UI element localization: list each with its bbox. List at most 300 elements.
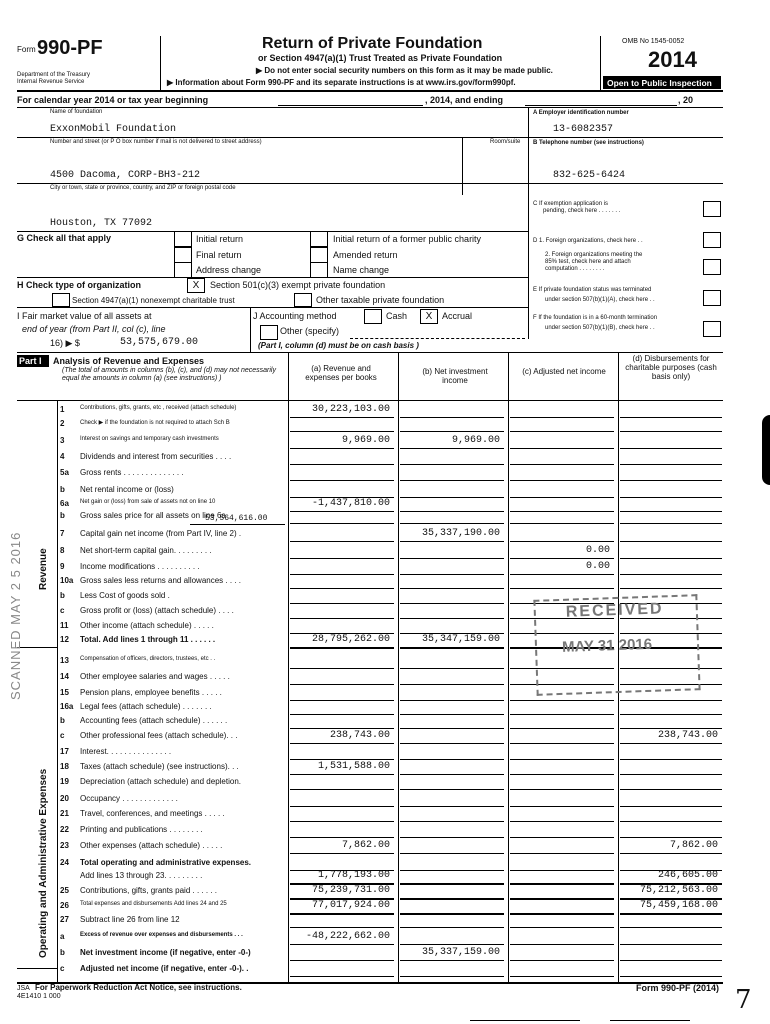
cell-underline: [620, 774, 722, 775]
omb-number: OMB No 1545-0052: [622, 38, 685, 45]
cell-underline: [620, 497, 722, 498]
line-label: Printing and publications . . . . . . . .: [80, 825, 203, 834]
cell-underline: [290, 558, 394, 559]
checkbox-d1[interactable]: [703, 232, 721, 248]
cell-underline: [400, 976, 504, 977]
received-stamp: [533, 594, 700, 696]
cell-underline: [290, 853, 394, 854]
checkbox-501c3[interactable]: X: [187, 278, 205, 293]
dept-line1: Department of the Treasury: [17, 72, 91, 78]
cell-underline: [620, 728, 722, 729]
checkbox-f[interactable]: [703, 321, 721, 337]
cell-underline: [510, 417, 614, 418]
cell-underline: [400, 853, 504, 854]
cell-col-d[interactable]: 246,605.00: [657, 870, 718, 881]
col-a-header: (a) Revenue and expenses per books: [305, 364, 377, 382]
received-stamp-text: RECEIVED: [565, 600, 664, 621]
d2-label3: computation . . . . . . . .: [545, 266, 605, 272]
paperwork-notice: For Paperwork Reduction Act Notice, see instructions.: [35, 983, 242, 992]
cell-underline: [510, 700, 614, 701]
checkbox-address-change[interactable]: [174, 262, 192, 278]
cell-underline: [290, 668, 394, 669]
d1-label: D 1. Foreign organizations, check here . .: [533, 238, 643, 244]
calendar-year-mid: , 2014, and ending: [425, 95, 504, 105]
cell-col-c[interactable]: 0.00: [585, 545, 610, 556]
cell-underline: [510, 944, 614, 945]
name-change-label: Name change: [333, 265, 390, 275]
room-label: Room/suite: [490, 139, 521, 145]
cell-underline: [620, 574, 722, 575]
cell-col-d[interactable]: 238,743.00: [657, 730, 718, 741]
cell-underline: [400, 789, 504, 790]
cell-underline: [400, 806, 504, 807]
cell-underline: [620, 837, 722, 838]
line-label: Total operating and administrative expenses.: [80, 858, 252, 867]
initial-former-label: Initial return of a former public charity: [333, 234, 482, 244]
column-divider: [508, 400, 509, 982]
cell-underline: [510, 497, 614, 498]
checkbox-cash[interactable]: [364, 309, 382, 324]
line-number: 10a: [60, 576, 74, 585]
side-label-expenses: Operating and Administrative Expenses: [38, 768, 49, 958]
line6b-value[interactable]: 53,564,616.00: [205, 514, 268, 523]
line-number: 1: [60, 405, 65, 414]
cell-col-a[interactable]: 9,969.00: [341, 435, 390, 446]
cell-underline: [290, 588, 394, 589]
cell-underline: [400, 647, 504, 649]
cell-underline: [290, 684, 394, 685]
line-label: Gross profit or (loss) (attach schedule) . . . .: [80, 606, 234, 615]
cell-underline: [400, 464, 504, 465]
line-label: Subtract line 26 from line 12: [80, 915, 180, 924]
cell-underline: [400, 668, 504, 669]
cell-underline: [620, 789, 722, 790]
line-label: Accounting fees (attach schedule) . . . . . .: [80, 716, 228, 725]
line-number: 4: [60, 452, 65, 461]
cell-col-a[interactable]: -1,437,810.00: [311, 498, 390, 509]
cell-underline: [290, 523, 394, 524]
line-label: Excess of revenue over expenses and disbursements . . .: [80, 932, 243, 938]
line-number: 12: [60, 635, 69, 644]
cell-underline: [290, 511, 394, 512]
f-label1: F If the foundation is in a 60-month termination: [533, 315, 658, 321]
cell-underline: [290, 913, 394, 915]
cell-underline: [510, 714, 614, 715]
line-number: c: [60, 964, 65, 973]
line-label: Other employee salaries and wages . . . . .: [80, 672, 230, 681]
jsa-code: 4E1410 1 000: [17, 993, 61, 1000]
cell-underline: [290, 647, 394, 649]
binder-mark: [762, 415, 770, 485]
cell-underline: [620, 927, 722, 928]
cell-underline: [620, 480, 722, 481]
cell-underline: [510, 511, 614, 512]
column-divider: [288, 400, 289, 982]
cell-col-a[interactable]: 1,778,193.00: [317, 870, 390, 881]
checkbox-initial-return[interactable]: [174, 231, 192, 247]
d2-label1: 2. Foreign organizations meeting the: [545, 252, 643, 258]
line-label: Taxes (attach schedule) (see instructions). . .: [80, 762, 239, 771]
line-number: 15: [60, 688, 69, 697]
ein-value[interactable]: 13-6082357: [553, 124, 614, 135]
line-label: Compensation of officers, directors, trustees, etc . .: [80, 656, 216, 662]
phone-label: B Telephone number (see instructions): [533, 140, 644, 146]
cell-underline: [510, 728, 614, 729]
h-opt2-label: Section 4947(a)(1) nonexempt charitable trust: [72, 296, 235, 305]
cell-col-a[interactable]: 75,239,731.00: [311, 885, 390, 896]
cell-underline: [290, 480, 394, 481]
cell-underline: [510, 480, 614, 481]
initial-return-label: Initial return: [196, 234, 244, 244]
line-label: Dividends and interest from securities . . . .: [80, 452, 232, 461]
cell-underline: [290, 728, 394, 729]
street-address[interactable]: 4500 Dacoma, CORP-BH3-212: [50, 170, 201, 181]
cell-col-b[interactable]: 35,347,159.00: [421, 634, 500, 645]
col-d-header: (d) Disbursements for charitable purposes (cash basis only): [625, 354, 717, 381]
cell-col-d[interactable]: 75,459,168.00: [639, 900, 718, 911]
e-label2: under section 507(b)(1)(A), check here . .: [545, 297, 655, 303]
line-number: 22: [60, 825, 69, 834]
line-label: Travel, conferences, and meetings . . . . .: [80, 809, 225, 818]
notice-info: ▶ Information about Form 990-PF and its separate instructions is at www.irs.gov/form990pf.: [167, 78, 516, 87]
line-number: b: [60, 716, 65, 725]
address-label: Number and street (or P O box number if mail is not delivered to street address): [50, 139, 262, 145]
cell-underline: [620, 913, 722, 915]
line-number: c: [60, 606, 65, 615]
line-number: 21: [60, 809, 69, 818]
cell-underline: [620, 960, 722, 961]
cell-underline: [510, 774, 614, 775]
line-label: Other income (attach schedule) . . . . .: [80, 621, 214, 630]
tax-year: 2014: [648, 47, 697, 72]
col-b-header: (b) Net investment income: [422, 367, 488, 385]
checkbox-name-change[interactable]: [310, 262, 328, 278]
cell-underline: [400, 497, 504, 498]
calendar-year-end: , 20: [678, 95, 694, 105]
cell-underline: [510, 870, 614, 871]
form-subtitle: or Section 4947(a)(1) Trust Treated as Private Foundation: [258, 53, 503, 63]
cell-underline: [290, 700, 394, 701]
footer-form-id: Form 990-PF (2014): [636, 983, 720, 993]
line-number: 6a: [60, 499, 69, 508]
line-number: b: [60, 948, 65, 957]
line-number: 27: [60, 915, 69, 924]
scanned-stamp: SCANNED MAY 2 5 2016: [8, 531, 23, 700]
line-number: a: [60, 932, 65, 941]
cell-underline: [290, 759, 394, 760]
line-number: c: [60, 731, 65, 740]
cell-underline: [290, 448, 394, 449]
c-label1: C If exemption application is: [533, 201, 609, 207]
side-label-revenue: Revenue: [38, 548, 49, 590]
cell-underline: [400, 523, 504, 524]
line-label: Gross sales price for all assets on line 6a: [80, 511, 226, 520]
line-number: 17: [60, 747, 69, 756]
line-label: Income modifications . . . . . . . . . .: [80, 562, 200, 571]
dept-line2: Internal Revenue Service: [17, 79, 85, 85]
line-number: 26: [60, 901, 69, 910]
cell-underline: [510, 789, 614, 790]
line-label: Interest on savings and temporary cash investments: [80, 436, 219, 442]
cell-underline: [400, 541, 504, 542]
cell-underline: [510, 806, 614, 807]
j-label: J Accounting method: [253, 311, 337, 321]
checkbox-amended[interactable]: [310, 247, 328, 263]
line-label: Capital gain net income (from Part IV, line 2) .: [80, 529, 242, 538]
cell-underline: [620, 511, 722, 512]
cell-underline: [400, 511, 504, 512]
line-number: 13: [60, 656, 69, 665]
line-label: Less Cost of goods sold .: [80, 591, 170, 600]
cell-underline: [290, 944, 394, 945]
cell-col-d[interactable]: 7,862.00: [669, 840, 718, 851]
cell-underline: [400, 417, 504, 418]
line-label: Other professional fees (attach schedule). . .: [80, 731, 238, 740]
cell-underline: [290, 821, 394, 822]
cell-underline: [400, 759, 504, 760]
line-label: Check ▶ if the foundation is not required to attach Sch B: [80, 420, 230, 426]
cell-underline: [290, 743, 394, 744]
cell-underline: [510, 927, 614, 928]
cell-underline: [400, 700, 504, 701]
cell-underline: [510, 883, 614, 885]
c-label2: pending, check here . . . . . . .: [543, 208, 621, 214]
line-label: Pension plans, employee benefits . . . . .: [80, 688, 222, 697]
final-return-label: Final return: [196, 250, 242, 260]
line-label: Legal fees (attach schedule) . . . . . . .: [80, 702, 212, 711]
cell-underline: [510, 523, 614, 524]
line-number: 8: [60, 546, 65, 555]
line-label: Gross sales less returns and allowances . . . .: [80, 576, 241, 585]
cell-underline: [400, 618, 504, 619]
city-label: City or town, state or province, country, and ZIP or foreign postal code: [50, 185, 236, 191]
line-number: 25: [60, 886, 69, 895]
cell-underline: [290, 431, 394, 432]
checkbox-other-taxable[interactable]: [294, 293, 312, 307]
cell-col-b[interactable]: 35,337,159.00: [421, 947, 500, 958]
line-label: Gross rents . . . . . . . . . . . . . .: [80, 468, 184, 477]
cell-underline: [400, 883, 504, 885]
h-opt3-label: Other taxable private foundation: [316, 295, 445, 305]
cell-col-b[interactable]: 9,969.00: [451, 435, 500, 446]
cell-underline: [400, 431, 504, 432]
part1-title-note: (The total of amounts in columns (b), (c), and (d) may not necessarily equal the amounts in column (a) (see instructions) ): [62, 367, 276, 382]
cell-col-a[interactable]: 238,743.00: [329, 730, 390, 741]
checkbox-initial-former[interactable]: [310, 231, 328, 247]
cell-col-d[interactable]: 75,212,563.00: [639, 885, 718, 896]
cell-underline: [400, 913, 504, 915]
col-c-header: (c) Adjusted net income: [522, 367, 606, 376]
cell-underline: [400, 743, 504, 744]
checkbox-4947[interactable]: [52, 293, 70, 307]
cell-col-a[interactable]: 1,531,588.00: [317, 761, 390, 772]
cell-col-a[interactable]: 7,862.00: [341, 840, 390, 851]
line-label: Adjusted net income (if negative, enter -0-). .: [80, 964, 249, 973]
line-label: Net short-term capital gain. . . . . . . . .: [80, 546, 212, 555]
cell-underline: [290, 806, 394, 807]
cell-underline: [510, 960, 614, 961]
line-label: Net investment income (if negative, enter -0-): [80, 948, 251, 957]
i-line2: end of year (from Part II, col (c), line: [22, 324, 166, 334]
cell-underline: [400, 714, 504, 715]
column-divider: [398, 400, 399, 982]
city-state-zip[interactable]: Houston, TX 77092: [50, 218, 153, 229]
cell-underline: [510, 558, 614, 559]
cell-underline: [620, 759, 722, 760]
cell-underline: [400, 574, 504, 575]
cell-underline: [400, 898, 504, 900]
cell-underline: [620, 853, 722, 854]
notice-ssn: ▶ Do not enter social security numbers on this form as it may be made public.: [256, 66, 553, 75]
e-label1: E If private foundation status was terminated: [533, 287, 652, 293]
cell-underline: [510, 976, 614, 977]
foundation-name[interactable]: ExxonMobil Foundation: [50, 124, 177, 135]
cell-underline: [510, 837, 614, 838]
cell-underline: [290, 774, 394, 775]
h-opt1-label: Section 501(c)(3) exempt private foundation: [210, 280, 386, 290]
cell-col-c[interactable]: 0.00: [585, 561, 610, 572]
line-label: Total. Add lines 1 through 11 . . . . . .: [80, 635, 216, 644]
cell-underline: [290, 417, 394, 418]
cell-underline: [290, 960, 394, 961]
i-line3: 16) ▶ $: [50, 338, 80, 348]
cell-underline: [400, 448, 504, 449]
cell-underline: [620, 976, 722, 977]
cell-underline: [620, 743, 722, 744]
cell-underline: [400, 603, 504, 604]
line-label: Net gain or (loss) from sale of assets not on line 10: [80, 499, 216, 505]
cell-underline: [400, 774, 504, 775]
cell-col-a[interactable]: -48,222,662.00: [305, 931, 390, 942]
line-label: Occupancy . . . . . . . . . . . . .: [80, 794, 178, 803]
checkbox-other-method[interactable]: [260, 325, 278, 340]
cell-underline: [620, 821, 722, 822]
part1-tag: Part I: [19, 356, 42, 366]
line-number: 23: [60, 841, 69, 850]
cell-underline: [510, 853, 614, 854]
cell-underline: [400, 927, 504, 928]
cell-underline: [290, 837, 394, 838]
cell-underline: [620, 588, 722, 589]
cell-underline: [290, 714, 394, 715]
h-label: H Check type of organization: [17, 280, 142, 290]
line-number: b: [60, 591, 65, 600]
line-label: Contributions, gifts, grants paid . . . . . .: [80, 886, 217, 895]
line-number: b: [60, 511, 65, 520]
open-public-badge: Open to Public Inspection: [607, 78, 712, 88]
cell-underline: [290, 976, 394, 977]
handwritten-mark: 7: [735, 985, 752, 1015]
cell-underline: [510, 759, 614, 760]
cell-col-a[interactable]: 30,223,103.00: [311, 404, 390, 415]
checkbox-d2[interactable]: [703, 259, 721, 275]
cell-underline: [400, 558, 504, 559]
line-label: Depreciation (attach schedule) and depletion.: [80, 777, 241, 786]
cell-underline: [290, 464, 394, 465]
line-number: 19: [60, 777, 69, 786]
cell-underline: [620, 523, 722, 524]
line-label: Other expenses (attach schedule) . . . . .: [80, 841, 223, 850]
cell-underline: [620, 944, 722, 945]
line-number: 3: [60, 436, 65, 445]
fmv-value[interactable]: 53,575,679.00: [120, 337, 199, 348]
cell-col-a[interactable]: 77,017,924.00: [311, 900, 390, 911]
line-number: 11: [60, 621, 69, 630]
cell-underline: [510, 898, 614, 900]
cell-underline: [400, 728, 504, 729]
f-label2: under section 507(b)(1)(B), check here . .: [545, 325, 655, 331]
line-label: Total expenses and disbursements Add lines 24 and 25: [80, 901, 227, 907]
form-title: Return of Private Foundation: [262, 35, 483, 52]
cell-underline: [510, 588, 614, 589]
cell-underline: [620, 700, 722, 701]
line-label: Add lines 13 through 23. . . . . . . . .: [80, 871, 203, 880]
cell-underline: [290, 927, 394, 928]
cell-underline: [400, 960, 504, 961]
cash-label: Cash: [386, 311, 408, 321]
jsa-label: JSA: [17, 985, 30, 992]
checkbox-accrual[interactable]: X: [420, 309, 438, 324]
accrual-label: Accrual: [442, 311, 473, 321]
checkbox-final-return[interactable]: [174, 247, 192, 263]
cell-underline: [400, 480, 504, 481]
form-name: 990-PF: [37, 37, 103, 59]
name-label: Name of foundation: [50, 109, 103, 115]
cell-underline: [400, 837, 504, 838]
cell-col-b[interactable]: 35,337,190.00: [421, 528, 500, 539]
cell-underline: [400, 944, 504, 945]
cell-underline: [510, 431, 614, 432]
cell-underline: [620, 431, 722, 432]
g-label: G Check all that apply: [17, 233, 112, 243]
received-stamp-date: MAY 31 2016: [561, 635, 653, 656]
calendar-year-label: For calendar year 2014 or tax year beginning: [17, 95, 209, 105]
cell-underline: [620, 448, 722, 449]
line-number: 18: [60, 762, 69, 771]
line-number: b: [60, 485, 65, 494]
d2-label2: 85% test, check here and attach: [545, 259, 631, 265]
checkbox-c[interactable]: [703, 201, 721, 217]
amended-label: Amended return: [333, 250, 398, 260]
cash-basis-note: (Part I, column (d) must be on cash basis ): [258, 341, 419, 350]
line-number: 24: [60, 858, 69, 867]
cell-underline: [620, 714, 722, 715]
cell-underline: [290, 603, 394, 604]
cell-underline: [400, 684, 504, 685]
i-line1: I Fair market value of all assets at: [17, 311, 152, 321]
cell-underline: [510, 541, 614, 542]
cell-underline: [510, 743, 614, 744]
cell-underline: [620, 558, 722, 559]
part1-title: Analysis of Revenue and Expenses: [53, 356, 205, 366]
cell-underline: [620, 806, 722, 807]
cell-underline: [620, 417, 722, 418]
line-label: Interest. . . . . . . . . . . . . . .: [80, 747, 172, 756]
cell-col-a[interactable]: 28,795,262.00: [311, 634, 390, 645]
cell-underline: [290, 574, 394, 575]
form-prefix: Form: [17, 45, 36, 54]
cell-underline: [290, 541, 394, 542]
cell-underline: [400, 588, 504, 589]
cell-underline: [510, 821, 614, 822]
phone-value[interactable]: 832-625-6424: [553, 170, 626, 181]
checkbox-e[interactable]: [703, 290, 721, 306]
line-number: 14: [60, 672, 69, 681]
cell-underline: [290, 618, 394, 619]
line-number: 7: [60, 529, 65, 538]
line-number: 2: [60, 419, 65, 428]
line-number: 20: [60, 794, 69, 803]
